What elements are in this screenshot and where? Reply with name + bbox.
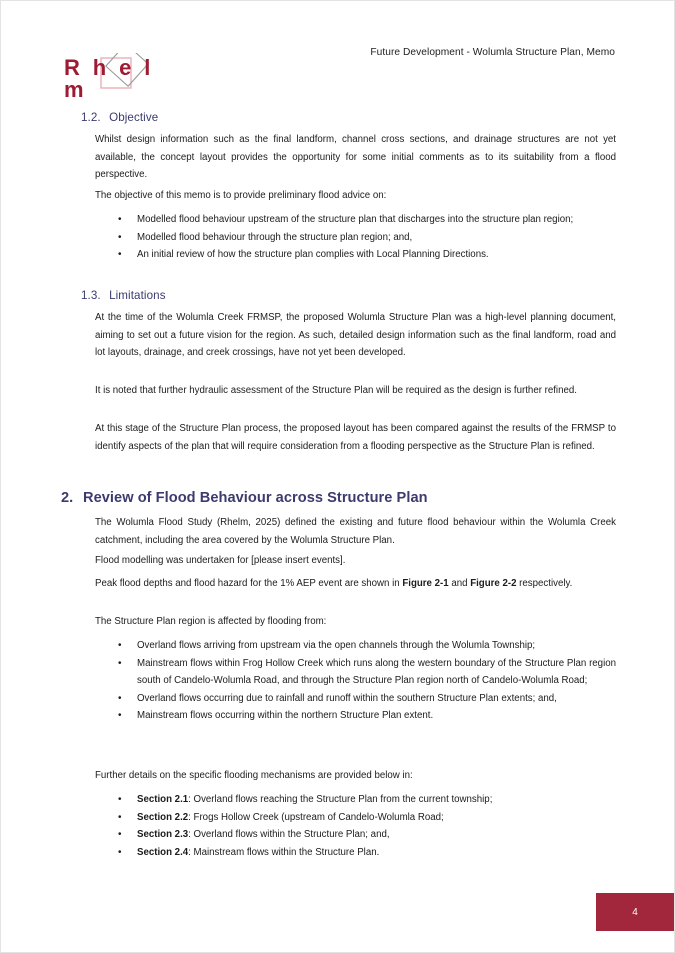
review-paragraph-4-wrap — [95, 613, 616, 631]
limitations-paragraph-3: At this stage of the Structure Plan process, the proposed layout has been compared against the results of the FRMSP to identify aspects of the plan that will require consideration from a flooding perspective as the Structure Plan is refined. — [95, 423, 616, 452]
flooding-bullet-list — [113, 637, 616, 725]
figure-reference-2-1: Figure 2-1 — [402, 578, 449, 589]
heading-limitations-title: Limitations — [109, 289, 166, 302]
section-objective — [81, 111, 616, 124]
heading-review — [61, 490, 621, 506]
list-item — [113, 791, 616, 809]
list-item: • An initial review of how the structure plan complies with Local Planning Directions. — [113, 246, 616, 264]
review-paragraph-3-wrap — [95, 575, 616, 593]
limitations-paragraph-1: At the time of the Wolumla Creek FRMSP, the proposed Wolumla Structure Plan was a high-level planning document, aiming to set out a future vision for the region. As such, detailed design information such as the final landform, road and lot layouts, drainage, and creek crossings, have not yet been developed. — [95, 312, 616, 358]
objective-bullet-list — [113, 211, 616, 264]
review-paragraph-5-wrap — [95, 767, 616, 785]
heading-limitations-number: 1.3. — [81, 289, 101, 302]
heading-limitations — [81, 289, 616, 302]
document-header-title: Future Development - Wolumla Structure Plan, Memo — [370, 47, 615, 58]
heading-review-title: Review of Flood Behaviour across Structure Plan — [83, 490, 428, 506]
review-paragraph-2: Flood modelling was undertaken for [please insert events]. — [95, 555, 346, 566]
review-paragraph-1: The Wolumla Flood Study (Rhelm, 2025) defined the existing and future flood behaviour within the Wolumla Creek catchment, including the area covered by the Wolumla Structure Plan. — [95, 517, 616, 546]
page-number-badge: 4 — [596, 893, 674, 931]
heading-objective-title: Objective — [109, 111, 159, 124]
objective-paragraph-2: The objective of this memo is to provide preliminary flood advice on: — [95, 190, 387, 201]
review-p3-text-2: and — [448, 578, 471, 589]
objective-paragraph-2-wrap — [95, 187, 616, 205]
section-ref-text: : Overland flows reaching the Structure Plan from the current township; — [188, 794, 493, 805]
section-ref-label: Section 2.3 — [137, 829, 189, 840]
section-review — [61, 490, 621, 506]
flooding-bullet-list-wrap — [113, 637, 616, 725]
figure-reference-2-2: Figure 2-2 — [470, 578, 517, 589]
section-ref-text: : Frogs Hollow Creek (upstream of Candelo-Wolumla Road; — [188, 811, 444, 823]
logo-wordmark: R h e l m — [64, 55, 154, 102]
review-paragraph-1-wrap — [95, 514, 616, 549]
objective-paragraph-1-wrap — [95, 131, 616, 184]
list-item: • Mainstream flows within Frog Hollow Creek which runs along the western boundary of the Structure Plan region south of Candelo-Wolumla Road, and through the Structure Plan region north of Candelo-Wolumla Road; — [113, 655, 616, 690]
rhelm-logo — [64, 53, 184, 101]
list-item: • Modelled flood behaviour upstream of the structure plan that discharges into the structure plan region; — [113, 211, 616, 229]
section-ref-label: Section 2.1 — [137, 794, 189, 805]
section-ref-text: : Overland flows within the Structure Plan; and, — [188, 829, 390, 840]
section-reference-list-wrap — [113, 791, 616, 861]
list-item — [113, 809, 616, 827]
limitations-paragraph-1-wrap — [95, 309, 616, 362]
section-ref-text: : Mainstream flows within the Structure Plan. — [188, 846, 380, 858]
list-item: • Mainstream flows occurring within the northern Structure Plan extent. — [113, 707, 616, 725]
review-paragraph-3 — [95, 575, 616, 593]
section-ref-label: Section 2.2 — [137, 811, 189, 823]
list-item: • Overland flows arriving from upstream via the open channels through the Wolumla Township; — [113, 637, 616, 655]
section-limitations — [81, 289, 616, 302]
list-item — [113, 826, 616, 844]
heading-review-number: 2. — [61, 490, 74, 506]
review-paragraph-4: The Structure Plan region is affected by flooding from: — [95, 616, 327, 627]
limitations-paragraph-2-wrap — [95, 382, 616, 400]
limitations-paragraph-3-wrap — [95, 420, 616, 455]
list-item: • Overland flows occurring due to rainfall and runoff within the southern Structure Plan extents; and, — [113, 690, 616, 708]
section-ref-label: Section 2.4 — [137, 846, 189, 858]
list-item — [113, 844, 616, 862]
heading-objective — [81, 111, 616, 124]
section-reference-list — [113, 791, 616, 861]
objective-paragraph-1: Whilst design information such as the final landform, channel cross sections, and drainage structures are not yet available, the concept layout provides the opportunity for some initial comments as to its suitability from a flood perspective. — [95, 134, 616, 180]
review-p3-text-3: respectively. — [516, 578, 573, 589]
objective-bullet-list-wrap — [113, 211, 616, 264]
limitations-paragraph-2: It is noted that further hydraulic assessment of the Structure Plan will be required as the design is further refined. — [95, 385, 577, 396]
review-paragraph-2-wrap — [95, 552, 616, 570]
heading-objective-number: 1.2. — [81, 111, 101, 124]
review-p3-text-1: Peak flood depths and flood hazard for the 1% AEP event are shown in — [95, 578, 403, 589]
review-paragraph-5: Further details on the specific flooding mechanisms are provided below in: — [95, 770, 413, 781]
list-item: • Modelled flood behaviour through the structure plan region; and, — [113, 229, 616, 247]
